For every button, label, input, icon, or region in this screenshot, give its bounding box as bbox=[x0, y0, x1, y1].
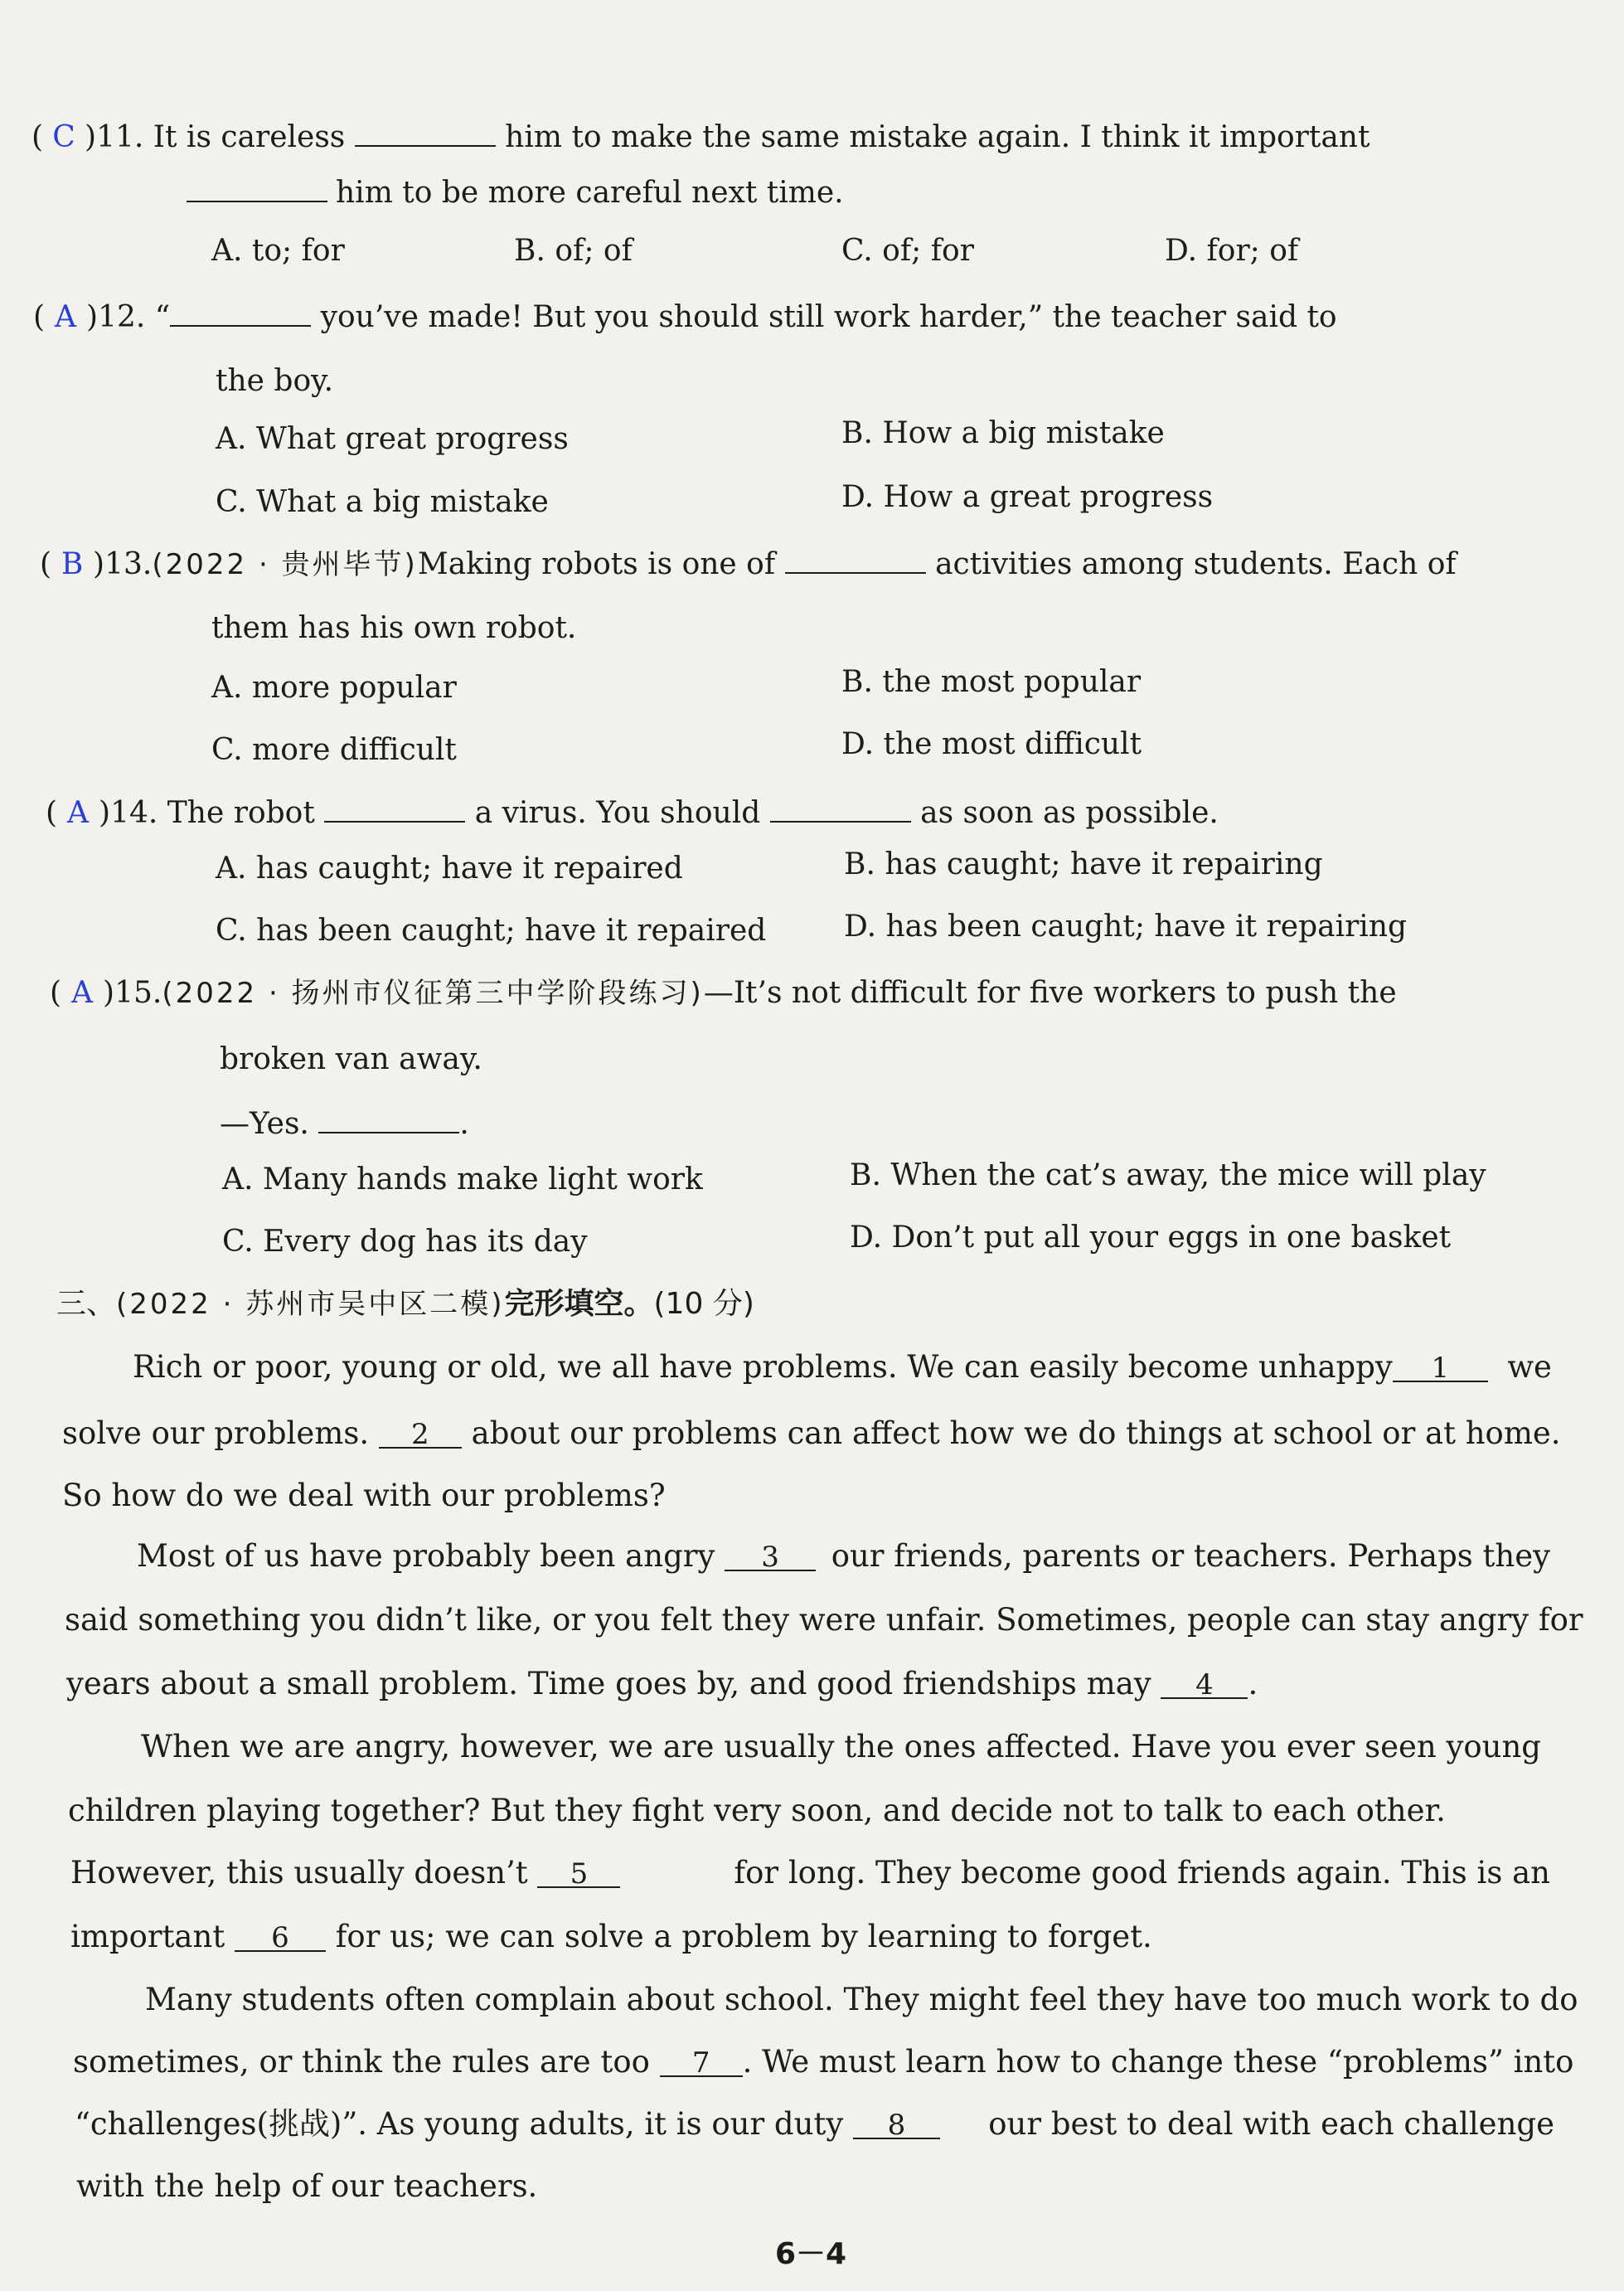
option-c[interactable]: C. What a big mistake bbox=[216, 485, 549, 519]
question-source: (2022 · 扬州市仪征第三中学阶段练习) bbox=[162, 977, 704, 1010]
blank-6[interactable]: 6 bbox=[235, 1925, 326, 1952]
question-12-line2: the boy. bbox=[216, 364, 334, 398]
option-b[interactable]: B. When the cat’s away, the mice will play bbox=[850, 1158, 1486, 1192]
blank[interactable] bbox=[324, 796, 465, 823]
passage-line: solve our problems. 2 about our problems can affect how we do things at school or at home. bbox=[62, 1415, 1561, 1451]
blank[interactable] bbox=[170, 300, 311, 327]
blank-7[interactable]: 7 bbox=[660, 2051, 743, 2077]
answer-11: C bbox=[52, 120, 75, 154]
page-number: 6－4 bbox=[775, 2237, 847, 2271]
question-15-line3: —Yes. . bbox=[220, 1107, 469, 1141]
option-d[interactable]: D. How a great progress bbox=[841, 480, 1214, 514]
passage-line: “challenges(挑战)”. As young adults, it is our duty 8 our best to deal with each challenge bbox=[75, 2106, 1554, 2142]
answer-12: A bbox=[55, 300, 77, 334]
blank-3[interactable]: 3 bbox=[725, 1545, 816, 1571]
passage-line: important 6 for us; we can solve a problem by learning to forget. bbox=[70, 1919, 1152, 1954]
option-a[interactable]: A. Many hands make light work bbox=[222, 1162, 703, 1196]
option-d[interactable]: D. the most difficult bbox=[841, 727, 1142, 761]
option-a[interactable]: A. to; for bbox=[211, 234, 345, 268]
option-d[interactable]: D. Don’t put all your eggs in one basket bbox=[850, 1221, 1452, 1255]
question-11-line2: him to be more careful next time. bbox=[211, 176, 844, 208]
option-d[interactable]: D. has been caught; have it repairing bbox=[844, 910, 1408, 944]
blank-8[interactable]: 8 bbox=[853, 2113, 940, 2139]
option-a[interactable]: A. has caught; have it repaired bbox=[216, 852, 683, 886]
blank-4[interactable]: 4 bbox=[1161, 1672, 1248, 1699]
question-15: ( A )15.(2022 · 扬州市仪征第三中学阶段练习)—It’s not difficult for five workers to push the bbox=[50, 976, 1397, 1010]
answer-14: A bbox=[67, 796, 90, 830]
question-11: ( C )11. It is careless him to make the same mistake again. I think it important bbox=[32, 120, 1370, 154]
blank[interactable] bbox=[355, 120, 496, 147]
question-13: ( B )13.(2022 · 贵州毕节)Making robots is one of activities among students. Each of bbox=[40, 547, 1457, 581]
question-13-line2: them has his own robot. bbox=[211, 611, 577, 645]
answer-15: A bbox=[71, 976, 94, 1010]
passage-line: Rich or poor, young or old, we all have problems. We can easily become unhappy 1 we bbox=[133, 1349, 1552, 1385]
option-c[interactable]: C. has been caught; have it repaired bbox=[216, 914, 767, 948]
blank[interactable] bbox=[770, 796, 911, 823]
option-c[interactable]: C. of; for bbox=[841, 234, 974, 268]
option-b[interactable]: B. How a big mistake bbox=[841, 416, 1165, 450]
passage-line: years about a small problem. Time goes by, and good friendships may 4 . bbox=[66, 1666, 1258, 1701]
question-source: (2022 · 贵州毕节) bbox=[152, 548, 418, 581]
option-a[interactable]: A. What great progress bbox=[216, 422, 569, 456]
option-b[interactable]: B. the most popular bbox=[841, 665, 1142, 699]
blank-5[interactable]: 5 bbox=[537, 1861, 620, 1888]
blank-1[interactable]: 1 bbox=[1393, 1356, 1488, 1382]
passage-line: said something you didn’t like, or you felt they were unfair. Sometimes, people can stay angry for bbox=[65, 1602, 1583, 1638]
passage-line: When we are angry, however, we are usually the ones affected. Have you ever seen young bbox=[141, 1729, 1541, 1764]
question-15-line2: broken van away. bbox=[220, 1042, 482, 1076]
section-header: 三、(2022 · 苏州市吴中区二模)完形填空。(10 分) bbox=[56, 1287, 754, 1321]
blank-2[interactable]: 2 bbox=[379, 1422, 462, 1449]
option-c[interactable]: C. more difficult bbox=[211, 733, 457, 767]
option-c[interactable]: C. Every dog has its day bbox=[222, 1225, 588, 1259]
passage-line: Most of us have probably been angry 3 our friends, parents or teachers. Perhaps they bbox=[137, 1538, 1550, 1574]
passage-line: So how do we deal with our problems? bbox=[62, 1478, 666, 1513]
passage-line: with the help of our teachers. bbox=[76, 2168, 538, 2204]
blank[interactable] bbox=[785, 547, 926, 574]
answer-13: B bbox=[61, 547, 84, 581]
option-b[interactable]: B. has caught; have it repairing bbox=[844, 847, 1323, 881]
option-a[interactable]: A. more popular bbox=[211, 671, 457, 705]
passage-line: However, this usually doesn’t 5 for long. They become good friends again. This is an bbox=[70, 1855, 1550, 1891]
option-b[interactable]: B. of; of bbox=[514, 234, 633, 268]
option-d[interactable]: D. for; of bbox=[1165, 234, 1299, 268]
question-12: ( A )12. “ you’ve made! But you should still work harder,” the teacher said to bbox=[33, 300, 1337, 334]
passage-line: sometimes, or think the rules are too 7 . We must learn how to change these “problems” into bbox=[73, 2044, 1574, 2080]
passage-line: children playing together? But they fight very soon, and decide not to talk to each other. bbox=[68, 1793, 1446, 1828]
blank[interactable] bbox=[187, 176, 327, 202]
blank[interactable] bbox=[318, 1107, 459, 1133]
question-14: ( A )14. The robot a virus. You should as soon as possible. bbox=[46, 796, 1219, 830]
passage-line: Many students often complain about school. They might feel they have too much work to do bbox=[145, 1982, 1578, 2017]
